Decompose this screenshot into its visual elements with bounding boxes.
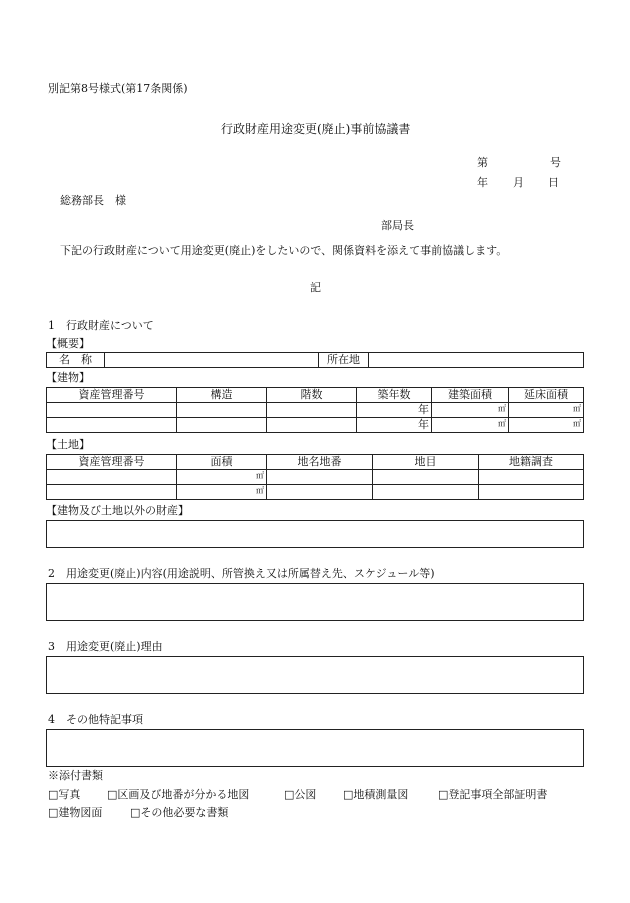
section4-heading: 4 その他特記事項 [48, 713, 143, 726]
number-label-dai: 第 [477, 156, 488, 169]
land-table [46, 454, 584, 500]
overview-label: 【概要】 [46, 337, 90, 350]
overview-table [46, 352, 584, 368]
building-cell[interactable] [267, 418, 357, 433]
sender: 部局長 [381, 219, 414, 232]
table-row [47, 485, 584, 500]
building-area-unit: ㎡ [509, 418, 584, 433]
land-header: 面積 [177, 455, 267, 470]
land-area-unit: ㎡ [177, 470, 267, 485]
building-table [46, 387, 584, 433]
other-property-field[interactable] [46, 520, 584, 548]
overview-name-cell[interactable] [105, 353, 319, 368]
land-header: 地目 [373, 455, 479, 470]
intro-text: 下記の行政財産について用途変更(廃止)をしたいので、関係資料を添えて事前協議します。 [60, 244, 508, 257]
land-cell[interactable] [47, 470, 177, 485]
building-label: 【建物】 [46, 371, 90, 384]
ki-label: 記 [310, 281, 321, 294]
building-cell[interactable] [47, 403, 177, 418]
form-number: 別記第8号様式(第17条関係) [48, 82, 188, 95]
land-cell[interactable] [267, 470, 373, 485]
land-header: 資産管理番号 [47, 455, 177, 470]
land-cell[interactable] [373, 485, 479, 500]
building-year-unit: 年 [357, 403, 432, 418]
building-area-unit: ㎡ [432, 418, 509, 433]
table-row [47, 418, 584, 433]
overview-location-cell[interactable] [369, 353, 584, 368]
date-day-label: 日 [548, 176, 559, 189]
building-area-unit: ㎡ [432, 403, 509, 418]
section3-field[interactable] [46, 656, 584, 694]
section2-field[interactable] [46, 583, 584, 621]
building-header: 築年数 [357, 388, 432, 403]
building-header: 構造 [177, 388, 267, 403]
table-row [47, 403, 584, 418]
building-cell[interactable] [177, 403, 267, 418]
building-cell[interactable] [47, 418, 177, 433]
land-cell[interactable] [479, 470, 584, 485]
land-cell[interactable] [267, 485, 373, 500]
land-header: 地名地番 [267, 455, 373, 470]
attachment-checkbox-other[interactable]: □その他必要な書類 [130, 806, 229, 819]
building-header: 階数 [267, 388, 357, 403]
building-area-unit: ㎡ [509, 403, 584, 418]
land-cell[interactable] [479, 485, 584, 500]
section2-heading: 2 用途変更(廃止)内容(用途説明、所管換え又は所属替え先、スケジュール等) [48, 567, 435, 580]
building-year-unit: 年 [357, 418, 432, 433]
section4-field[interactable] [46, 729, 584, 767]
land-label: 【土地】 [46, 438, 90, 451]
attachment-checkbox-registry-certificate[interactable]: □登記事項全部証明書 [438, 788, 548, 801]
attachment-checkbox-survey-map[interactable]: □地積測量図 [343, 788, 409, 801]
overview-name-label: 名 称 [47, 353, 105, 368]
table-row [47, 470, 584, 485]
building-header: 資産管理番号 [47, 388, 177, 403]
building-header: 建築面積 [432, 388, 509, 403]
building-cell[interactable] [267, 403, 357, 418]
building-cell[interactable] [177, 418, 267, 433]
land-cell[interactable] [373, 470, 479, 485]
date-month-label: 月 [513, 176, 524, 189]
attachment-checkbox-building-drawing[interactable]: □建物図面 [48, 806, 103, 819]
land-header: 地籍調査 [479, 455, 584, 470]
attachment-checkbox-map[interactable]: □区画及び地番が分かる地図 [107, 788, 250, 801]
date-year-label: 年 [477, 176, 488, 189]
building-header: 延床面積 [509, 388, 584, 403]
attachment-checkbox-photo[interactable]: □写真 [48, 788, 81, 801]
section3-heading: 3 用途変更(廃止)理由 [48, 640, 163, 653]
section1-heading: 1 行政財産について [48, 319, 154, 332]
overview-location-label: 所在地 [319, 353, 369, 368]
document-title: 行政財産用途変更(廃止)事前協議書 [221, 122, 411, 136]
attachment-checkbox-cadastral-map[interactable]: □公図 [284, 788, 317, 801]
other-property-label: 【建物及び土地以外の財産】 [46, 504, 189, 517]
addressee: 総務部長 様 [60, 194, 126, 207]
land-area-unit: ㎡ [177, 485, 267, 500]
number-label-go: 号 [550, 156, 561, 169]
attachments-label: ※添付書類 [48, 769, 103, 782]
land-cell[interactable] [47, 485, 177, 500]
